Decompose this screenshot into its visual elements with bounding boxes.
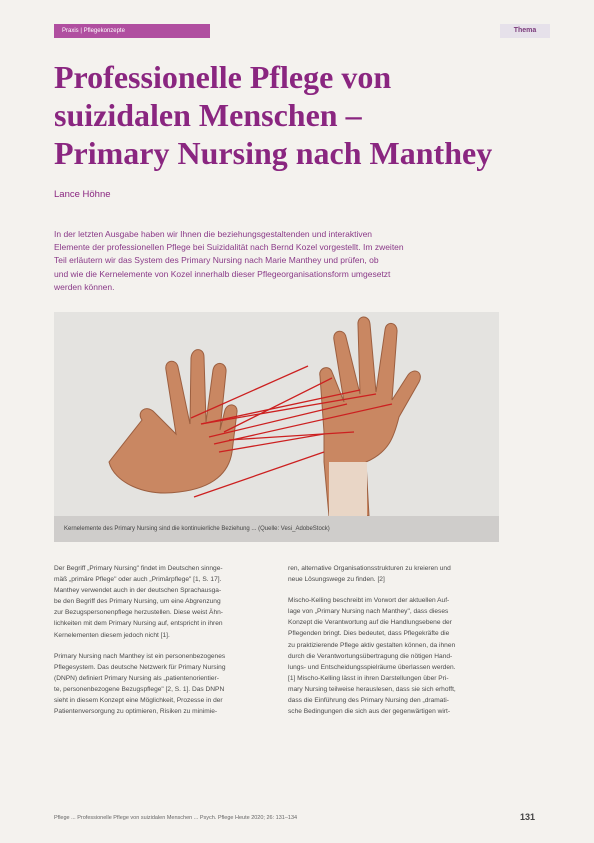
thema-tag: Thema — [500, 24, 550, 38]
hands-thread-illustration — [54, 312, 499, 516]
body-line: Patientenversorgung zu optimieren, Risiken zu minimie- — [54, 708, 218, 716]
body-line: be den Begriff des Primary Nursing, um eine Abgrenzung — [54, 598, 221, 606]
body-line: zur Bezugspersonenpflege herzustellen. Diese weist Ähn- — [54, 609, 223, 617]
body-line: sche Bedingungen die sich aus der gegenwärtigen wirt- — [288, 708, 451, 716]
body-line: sieht in diesem Konzept eine Möglichkeit, Prozesse in der — [54, 697, 223, 705]
body-line: durch die Verantwortungsübertragung die nötigen Hand- — [288, 652, 453, 660]
lead-line: und wie die Kernelemente von Kozel innerhalb dieser Pflegeorganisationsform umgesetzt — [54, 268, 391, 279]
lead-line: In der letzten Ausgabe haben wir Ihnen die beziehungsgestaltenden und interaktiven — [54, 229, 373, 239]
lead-line: werden können. — [54, 281, 115, 292]
body-line: zu praktizierende Pflege aktiv gestalten können, da ihnen — [288, 641, 456, 649]
title-line: suizidalen Menschen – — [54, 97, 362, 133]
body-line: ren, alternative Organisationsstrukturen zu kreieren und — [288, 565, 451, 572]
body-line: neue Lösungswege zu finden. [2] — [288, 576, 385, 584]
body-line: Primary Nursing nach Manthey ist ein personenbezogenes — [54, 652, 226, 660]
body-paragraph — [54, 563, 259, 641]
body-line: Pflegesystem. Das deutsche Netzwerk für Primary Nursing — [54, 663, 226, 671]
body-line: Kernelementen diesem jedoch nicht [1]. — [54, 631, 170, 639]
photo-caption: Kernelemente des Primary Nursing sind die kontinuierliche Beziehung ... (Quelle: Vesi_AdobeStock) — [54, 516, 499, 542]
rubric-bar: Praxis | Pflegekonzepte — [54, 24, 210, 38]
body-line: mary Nursing teilweise herauslesen, dass sie sich erhofft, — [288, 685, 456, 693]
title-line: Professionelle Pflege von — [54, 59, 392, 95]
author-name: Lance Höhne — [54, 189, 111, 200]
body-line: Mischo-Kelling beschreibt im Vorwort der aktuellen Auf- — [288, 597, 450, 605]
body-paragraph — [288, 563, 493, 585]
body-line: mäß „primäre Pflege" oder auch „Primärpflege" [1, S. 17]. — [54, 576, 222, 584]
body-line: [1] Mischo-Kelling lässt in ihren Darstellungen über Pri- — [288, 674, 449, 682]
body-paragraph — [288, 595, 493, 717]
body-line: lage von „Primary Nursing nach Manthey", dass dieses — [288, 608, 449, 616]
title-line: Primary Nursing nach Manthey — [54, 135, 493, 171]
article-photo — [54, 312, 499, 542]
body-line: Pflegenden bringt. Dies bedeutet, dass Pflegekräfte die — [288, 630, 450, 638]
page-footer: Pflege ... Professionelle Pflege von suizidalen Menschen ... Psych. Pflege Heute 2020; 26: 131–134 — [54, 815, 298, 821]
text-column-right — [288, 563, 493, 727]
page-number: 131 — [520, 812, 536, 822]
body-line: Der Begriff „Primary Nursing" findet im Deutschen sinnge- — [54, 565, 223, 572]
lead-line: Teil erläutern wir das System des Primary Nursing nach Marie Manthey und prüfen, ob — [54, 255, 379, 266]
body-line: Manthey verwendet auch in der deutschen Sprachausga- — [54, 587, 222, 595]
body-line: lungs- und Entscheidungsspielräume überlassen werden. — [288, 663, 456, 671]
body-line: dass die Einführung des Primary Nursing den „dramati- — [288, 697, 449, 705]
body-line: (DNPN) definiert Primary Nursing als „patientenorientier- — [54, 674, 219, 682]
lead-paragraph — [54, 228, 499, 294]
body-line: Konzept die Verantwortung auf die Handlungsebene der — [288, 619, 452, 627]
text-column-left — [54, 563, 259, 727]
body-paragraph — [54, 651, 259, 718]
body-line: te, personenbezogene Bezugspflege" [2, S. 1]. Das DNPN — [54, 685, 225, 693]
article-title — [54, 58, 564, 172]
lead-line: Elemente der professionellen Pflege bei Suizidalität nach Bernd Kozel vorgestellt. Im zweiten — [54, 242, 404, 253]
body-line: lichkeiten mit dem Primary Nursing auf, entspricht in ihren — [54, 620, 223, 628]
